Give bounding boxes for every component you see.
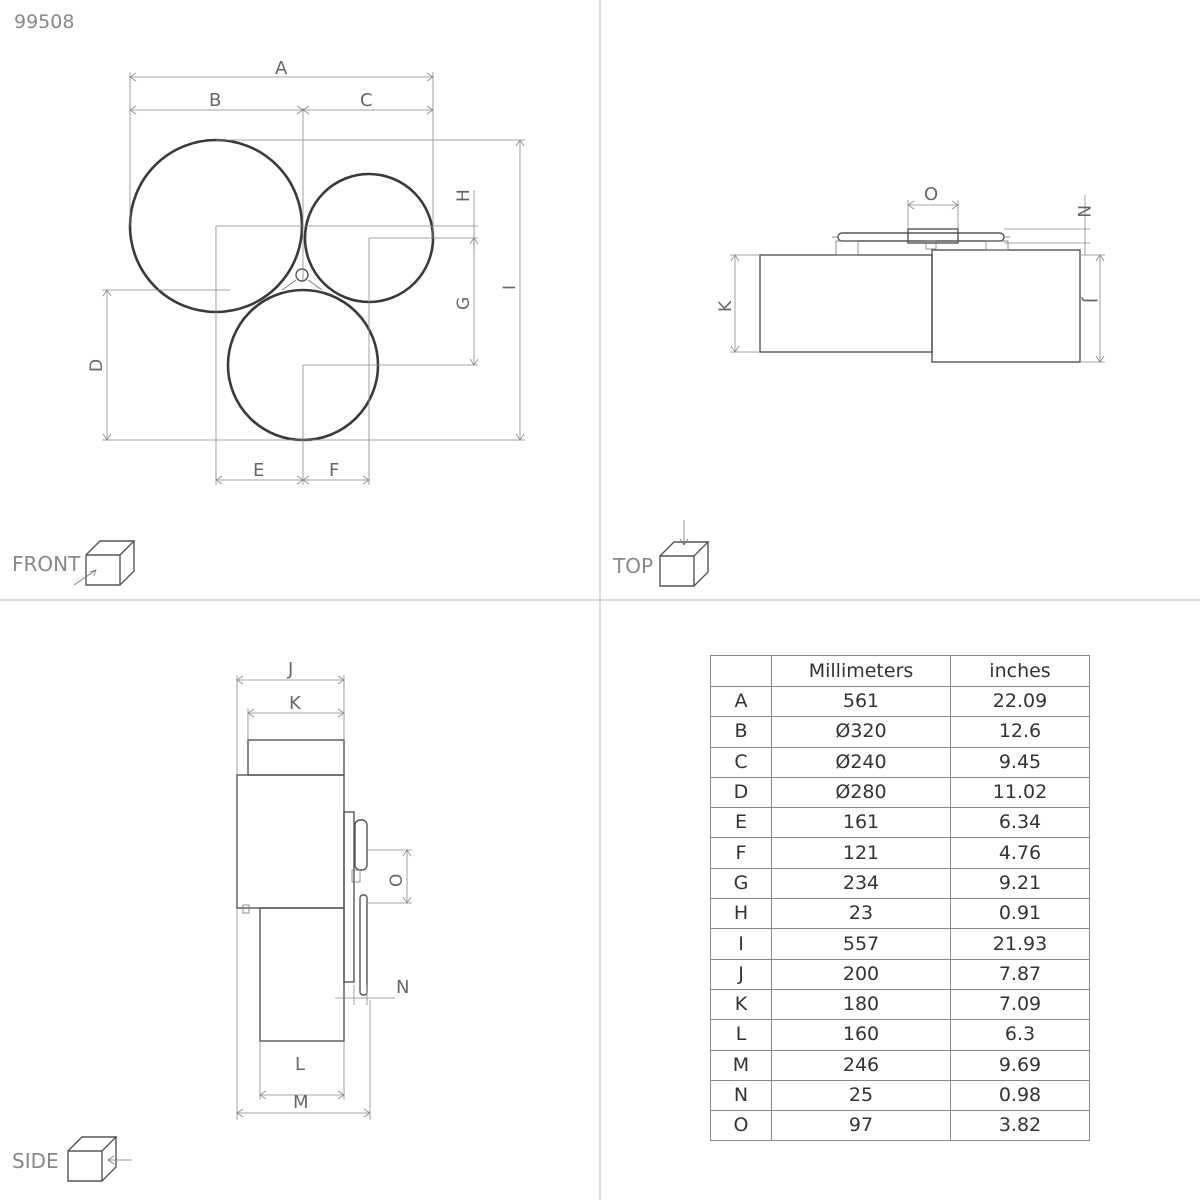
row-mm: 160 [772, 1020, 951, 1050]
row-mm: 557 [772, 929, 951, 959]
row-mm: 246 [772, 1050, 951, 1080]
row-mm: 23 [772, 899, 951, 929]
label-e: E [253, 460, 265, 481]
label-k-top: K [716, 300, 736, 312]
top-view-cube-icon [660, 520, 708, 586]
table-row [711, 747, 1090, 777]
table-row [711, 687, 1090, 717]
table-row [711, 899, 1090, 929]
row-mm: 161 [772, 808, 951, 838]
label-b: B [209, 90, 222, 111]
center-hub [296, 269, 308, 281]
side-view [12, 659, 412, 1181]
row-key: F [711, 838, 772, 868]
row-mm: 561 [772, 687, 951, 717]
model-number: 99508 [14, 11, 75, 33]
table-header-row [711, 656, 1090, 687]
label-o-side: O [387, 873, 407, 887]
top-view [612, 184, 1105, 586]
table-row [711, 959, 1090, 989]
header-millimeters: Millimeters [772, 656, 951, 687]
label-f: F [329, 460, 340, 481]
label-c: C [360, 90, 373, 111]
side-view-label: SIDE [12, 1149, 59, 1173]
top-mount-bar [838, 233, 1004, 241]
row-key: O [711, 1111, 772, 1141]
row-inch: 3.82 [951, 1111, 1090, 1141]
row-inch: 21.93 [951, 929, 1090, 959]
table-row [711, 1080, 1090, 1110]
label-g: G [454, 296, 474, 310]
table-row [711, 929, 1090, 959]
row-inch: 12.6 [951, 717, 1090, 747]
row-inch: 7.87 [951, 959, 1090, 989]
row-mm: 97 [772, 1111, 951, 1141]
table-row [711, 1050, 1090, 1080]
row-inch: 4.76 [951, 838, 1090, 868]
row-mm: 180 [772, 989, 951, 1019]
header-key [711, 656, 772, 687]
row-inch: 6.34 [951, 808, 1090, 838]
row-inch: 9.69 [951, 1050, 1090, 1080]
front-view-label: FRONT [12, 552, 81, 576]
row-key: C [711, 747, 772, 777]
label-j-side: J [288, 659, 294, 680]
row-key: N [711, 1080, 772, 1110]
top-shade-left [760, 255, 932, 352]
table-row [711, 868, 1090, 898]
side-shade-main [237, 775, 344, 908]
row-key: L [711, 1020, 772, 1050]
row-inch: 11.02 [951, 777, 1090, 807]
row-key: B [711, 717, 772, 747]
row-inch: 0.98 [951, 1080, 1090, 1110]
table-row [711, 777, 1090, 807]
row-key: E [711, 808, 772, 838]
label-m-side: M [293, 1092, 309, 1113]
row-key: M [711, 1050, 772, 1080]
row-inch: 0.91 [951, 899, 1090, 929]
row-mm: 25 [772, 1080, 951, 1110]
row-key: A [711, 687, 772, 717]
row-mm: Ø240 [772, 747, 951, 777]
row-inch: 6.3 [951, 1020, 1090, 1050]
row-inch: 9.45 [951, 747, 1090, 777]
row-mm: 234 [772, 868, 951, 898]
label-i: I [500, 284, 520, 290]
row-key: G [711, 868, 772, 898]
row-key: J [711, 959, 772, 989]
front-view-cube-icon [74, 541, 134, 585]
label-o-top: O [924, 184, 939, 205]
table-row [711, 808, 1090, 838]
table-row [711, 989, 1090, 1019]
label-a: A [275, 58, 288, 79]
top-shade-right [932, 250, 1080, 362]
row-mm: Ø280 [772, 777, 951, 807]
label-j-top: J [1080, 298, 1100, 304]
side-view-cube-icon [68, 1137, 132, 1181]
row-key: I [711, 929, 772, 959]
side-shade-lower [260, 908, 344, 1041]
row-mm: 121 [772, 838, 951, 868]
side-shade-upper [248, 740, 344, 775]
label-n-top: N [1073, 205, 1093, 218]
table-row [711, 838, 1090, 868]
label-d: D [87, 358, 107, 372]
row-mm: Ø320 [772, 717, 951, 747]
side-mount-plate [344, 812, 354, 982]
label-n-side: N [396, 977, 410, 998]
row-key: H [711, 899, 772, 929]
label-l-side: L [295, 1054, 306, 1075]
label-k-side: K [289, 693, 301, 714]
row-inch: 7.09 [951, 989, 1090, 1019]
front-view [12, 58, 525, 585]
header-inches: inches [951, 656, 1090, 687]
row-inch: 9.21 [951, 868, 1090, 898]
row-key: D [711, 777, 772, 807]
row-key: K [711, 989, 772, 1019]
table-row [711, 1111, 1090, 1141]
row-mm: 200 [772, 959, 951, 989]
dimension-table [710, 655, 1090, 1141]
table-row [711, 1020, 1090, 1050]
row-inch: 22.09 [951, 687, 1090, 717]
top-view-label: TOP [613, 554, 654, 578]
label-h: H [454, 189, 474, 202]
table-row [711, 717, 1090, 747]
